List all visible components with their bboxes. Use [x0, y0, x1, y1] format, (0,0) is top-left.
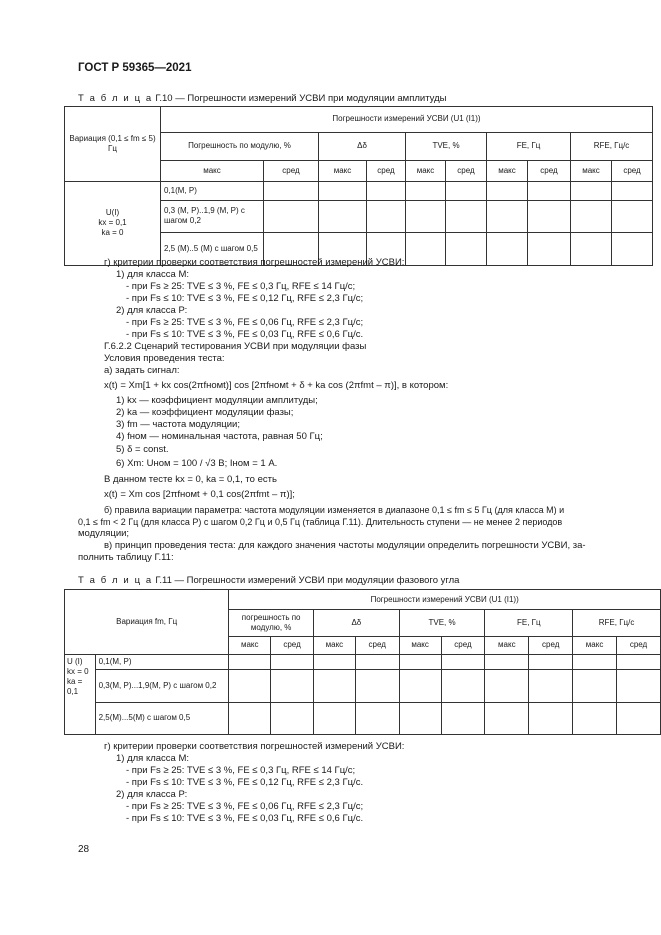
- t11-mid-header: сред: [271, 636, 314, 654]
- t11-group-header: FE, Гц: [485, 610, 573, 636]
- t10-max-header: макс: [487, 160, 528, 181]
- t11-max-header: макс: [313, 636, 355, 654]
- text-line: г) критерии проверки соответствия погрешностей измерений УСВИ:: [104, 257, 405, 268]
- t11-row-variation: 2,5(M)...5(M) с шагом 0,5: [95, 702, 229, 734]
- text-line: - при Fs ≥ 25: TVE ≤ 3 %, FE ≤ 0,3 Гц, RFE ≤ 14 Гц/с;: [126, 281, 356, 292]
- t10-row-label: [65, 181, 161, 265]
- t10-row-label-line: ka = 0: [101, 228, 124, 238]
- t10-mid-header: сред: [528, 160, 571, 181]
- t11-max-header: макс: [399, 636, 441, 654]
- text-line: 2) ka — коэффициент модуляции фазы;: [116, 407, 294, 418]
- text-line: 5) δ = const.: [116, 444, 169, 455]
- text-line: 2) для класса Р:: [116, 789, 188, 800]
- t11-row-variation: 0,3(M, P)...1,9(M, P) с шагом 0,2: [95, 670, 229, 702]
- t10-max-header: макс: [406, 160, 446, 181]
- table-11-caption-prefix: Т а б л и ц а: [78, 575, 153, 586]
- t11-row-variation: 0,1(M, P): [95, 654, 229, 669]
- text-line: в) принцип проведения теста: для каждого значения частоты модуляции определить погрешности УСВИ, за-: [104, 540, 586, 551]
- text-line: 1) для класса М:: [116, 753, 190, 764]
- t10-max-header: макс: [571, 160, 612, 181]
- text-line: - при Fs ≤ 10: TVE ≤ 3 %, FE ≤ 0,03 Гц, RFE ≤ 0,6 Гц/с.: [126, 813, 364, 824]
- t11-errors-header: Погрешности измерений УСВИ (U1 (I1)): [229, 590, 661, 610]
- t11-max-header: макс: [229, 636, 271, 654]
- t11-group-header: Δδ: [313, 610, 399, 636]
- t10-group-header: FE, Гц: [487, 132, 571, 160]
- section-heading: Г.6.2.2 Сценарий тестирования УСВИ при модуляции фазы: [104, 341, 367, 352]
- t11-mid-header: сред: [529, 636, 573, 654]
- text-line: полнить таблицу Г.11:: [78, 552, 174, 563]
- text-line: 1) kx — коэффициент модуляции амплитуды;: [116, 395, 318, 406]
- t11-mid-header: сред: [355, 636, 399, 654]
- t11-max-header: макс: [573, 636, 617, 654]
- t10-row-label-line: U(I): [105, 208, 120, 218]
- table-10-caption-text: Г.10 — Погрешности измерений УСВИ при модуляции амплитуды: [155, 93, 447, 104]
- t10-row-variation: 0,1(M, P): [161, 181, 264, 200]
- page-number: 28: [78, 844, 90, 855]
- text-line: - при Fs ≥ 25: TVE ≤ 3 %, FE ≤ 0,3 Гц, RFE ≤ 14 Гц/с;: [126, 765, 356, 776]
- t10-group-header: Δδ: [319, 132, 406, 160]
- t10-mid-header: сред: [446, 160, 487, 181]
- text-line: 0,1 ≤ fm < 2 Гц (для класса Р) с шагом 0,2 Гц и 0,5 Гц (таблица Г.11). Длительность ступени — не менее 2 периодов: [78, 517, 563, 527]
- t11-group-header: RFE, Гц/с: [573, 610, 661, 636]
- text-line: 4) fном — номинальная частота, равная 50 Гц;: [116, 431, 323, 442]
- table-10-caption-prefix: Т а б л и ц а: [78, 93, 153, 104]
- text-line: - при Fs ≥ 25: TVE ≤ 3 %, FE ≤ 0,06 Гц, RFE ≤ 2,3 Гц/с;: [126, 801, 364, 812]
- t11-row-label-line: U (I): [67, 656, 83, 666]
- t10-mid-header: сред: [367, 160, 406, 181]
- table-10: [64, 106, 653, 266]
- text-line: 1) для класса М:: [116, 269, 190, 280]
- t10-row-variation: 0,3 (M, P)..1,9 (M, P) с шагом 0,2: [161, 200, 264, 233]
- table-11-caption: [78, 575, 459, 586]
- text-line: В данном тесте kx = 0, ka = 0,1, то есть: [104, 474, 277, 485]
- t10-group-header: TVE, %: [406, 132, 487, 160]
- document-header: ГОСТ Р 59365—2021: [78, 62, 192, 74]
- t10-mid-header: сред: [264, 160, 319, 181]
- text-line: 6) Xm: Uном = 100 / √3 В; Iном = 1 А.: [116, 458, 278, 469]
- table-11-caption-text: Г.11 — Погрешности измерений УСВИ при модуляции фазового угла: [155, 575, 460, 586]
- text-line: - при Fs ≤ 10: TVE ≤ 3 %, FE ≤ 0,03 Гц, RFE ≤ 0,6 Гц/с.: [126, 329, 364, 340]
- t11-group-header: погрешность по модулю, %: [229, 610, 314, 636]
- t10-variation-header: Вариация (0,1 ≤ fm ≤ 5) Гц: [65, 107, 161, 182]
- t10-max-header: макс: [161, 160, 264, 181]
- text-line: 3) fm — частота модуляции;: [116, 419, 240, 430]
- text-line: - при Fs ≤ 10: TVE ≤ 3 %, FE ≤ 0,12 Гц, RFE ≤ 2,3 Гц/с;: [126, 293, 364, 304]
- t10-mid-header: сред: [612, 160, 653, 181]
- t10-max-header: макс: [319, 160, 367, 181]
- t11-variation-header: Вариация fm, Гц: [65, 590, 229, 655]
- table-11: [64, 589, 661, 735]
- t11-max-header: макс: [485, 636, 529, 654]
- text-line: а) задать сигнал:: [104, 365, 180, 376]
- t10-group-header: RFE, Гц/с: [571, 132, 653, 160]
- t11-group-header: TVE, %: [399, 610, 485, 636]
- text-line: - при Fs ≤ 10: TVE ≤ 3 %, FE ≤ 0,12 Гц, RFE ≤ 2,3 Гц/с.: [126, 777, 364, 788]
- text-line: б) правила вариации параметра: частота модуляции изменяется в диапазоне 0,1 ≤ fm ≤ 5 Гц (для класса М) и: [104, 505, 565, 515]
- t11-mid-header: сред: [441, 636, 485, 654]
- table-10-caption: [78, 93, 446, 104]
- t11-row-label-line: kx = 0: [67, 666, 89, 676]
- text-line: - при Fs ≥ 25: TVE ≤ 3 %, FE ≤ 0,06 Гц, RFE ≤ 2,3 Гц/с;: [126, 317, 364, 328]
- text-line: модуляции;: [78, 528, 130, 539]
- t11-row-label-line: ka = 0,1: [67, 676, 83, 696]
- text-line: 2) для класса Р:: [116, 305, 188, 316]
- formula-line: x(t) = Xm cos [2πfномt + 0,1 cos(2πfmt – π)];: [104, 489, 295, 500]
- t11-row-label: [65, 654, 96, 734]
- t10-errors-header: Погрешности измерений УСВИ (U1 (I1)): [161, 107, 653, 133]
- text-line: г) критерии проверки соответствия погрешностей измерений УСВИ:: [104, 741, 405, 752]
- t10-group-header: Погрешность по модулю, %: [161, 132, 319, 160]
- t10-row-variation: 2,5 (M)..5 (M) с шагом 0,5: [161, 233, 264, 266]
- text-line: Условия проведения теста:: [104, 353, 225, 364]
- formula-line: x(t) = Xm[1 + kx cos(2πfномt)] cos [2πfномt + δ + ka cos (2πfmt – π)], в котором:: [104, 380, 449, 391]
- t10-row-label-line: kx = 0,1: [98, 218, 127, 228]
- t11-mid-header: сред: [617, 636, 661, 654]
